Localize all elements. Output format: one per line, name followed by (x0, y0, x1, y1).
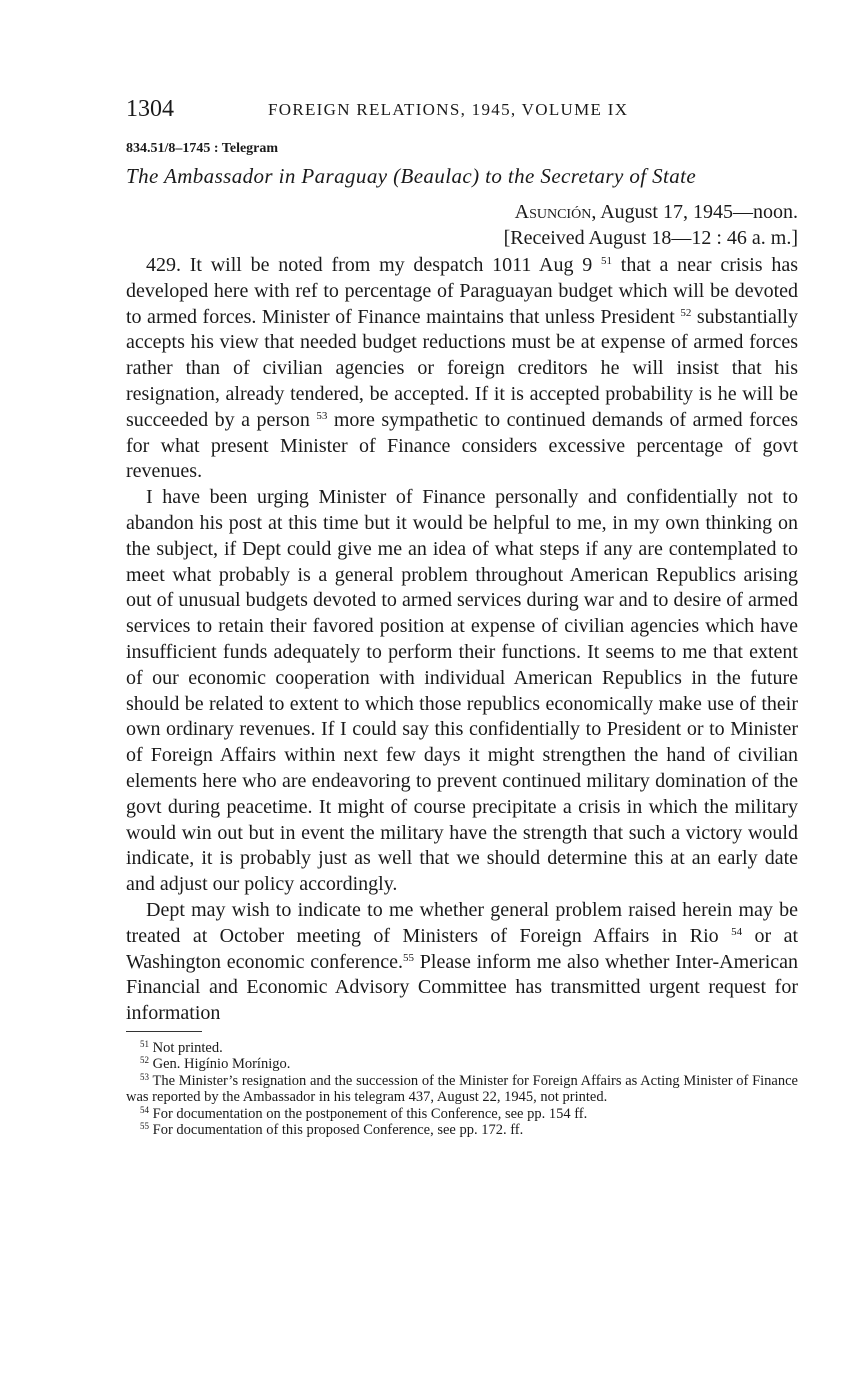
received-line: [Received August 18—12 : 46 a. m.] (503, 227, 798, 249)
footnote-text: For documentation of this proposed Conference, see pp. 172. ff. (149, 1122, 524, 1139)
footnote-number: 52 (140, 1055, 149, 1066)
footnote-marker: 55 (403, 951, 415, 964)
footnote-number: 54 (140, 1104, 149, 1115)
paragraph-text: Dept may wish to indicate to me whether general problem raised herein may be treated at October meeting of Ministers of Foreign Affairs in Rio (126, 898, 798, 947)
place-date (126, 199, 798, 225)
footnote-text: Gen. Higínio Morínigo. (149, 1056, 291, 1073)
page-number: 1304 (126, 96, 174, 122)
footnote-marker: 53 (316, 409, 328, 422)
document-title: The Ambassador in Paraguay (Beaulac) to the Secretary of State (126, 164, 697, 188)
paragraph-text: Please inform me also whether Inter-American Financial and Economic Advisory Committee has transmitted urgent request for information (126, 950, 799, 1025)
footnote-text: The Minister’s resignation and the succession of the Minister for Foreign Affairs as Acting Minister of Finance was reported by the Ambassador in his telegram 437, August 22, 1945, not printed. (126, 1072, 798, 1106)
footnote-number: 55 (140, 1121, 149, 1132)
telegram-body (126, 253, 798, 1027)
place-name: Asunción (514, 201, 592, 223)
footnote-divider (126, 1031, 202, 1032)
paragraph-text: that a near crisis has developed here with ref to percentage of Paraguayan budget which will be devoted to armed forces. Minister of Finance maintains that unless President (126, 254, 798, 328)
paragraph-text: I have been urging Minister of Finance personally and confidentially not to abandon his post at this time but it would be helpful to me, in my own thinking on the subject, if Dept could give me an idea of what steps if any are contemplated to meet what probably is a general problem throughout American Republics arising out of unusual budgets devoted to armed services during war and to desire of armed services to retain their favored position at expense of civilian agencies which have insufficient funds adequately to perform their functions. It seems to me that extent of our economic cooperation with individual American Republics in the future should be related to extent to which those republics economically make use of their own ordinary revenues. If I could say this confidentially to President or to Minister of Foreign Affairs within next few days it might strengthen the hand of civilian elements here who are endeavoring to prevent continued military domination of the govt during peacetime. It might of course precipitate a crisis in which the military would win out but in event the military have the strength that such a victory would indicate, it is probably just as well that we should determine this at an early date and adjust our policy accordingly. (126, 486, 798, 896)
footnote-marker: 51 (601, 255, 613, 267)
body-paragraph (126, 898, 798, 1027)
footnote (126, 1106, 798, 1123)
footnote (126, 1073, 798, 1106)
footnote-marker: 52 (680, 306, 692, 319)
footnote (126, 1040, 798, 1057)
footnote-text: Not printed. (149, 1039, 223, 1056)
body-paragraph (126, 485, 798, 898)
footnotes (126, 1040, 798, 1139)
paragraph-text: 429. It will be noted from my despatch 1011 Aug 9 (146, 254, 602, 276)
footnote-number: 51 (140, 1038, 149, 1049)
date-text: , August 17, 1945—noon. (591, 201, 798, 223)
footnote-text: For documentation on the postponement of this Conference, see pp. 154 ff. (149, 1105, 588, 1122)
footnote (126, 1122, 798, 1139)
dateline (126, 199, 798, 251)
footnote (126, 1056, 798, 1073)
body-paragraph (126, 253, 798, 485)
footnote-number: 53 (140, 1071, 149, 1082)
document-page (126, 96, 798, 1139)
footnote-marker: 54 (731, 925, 743, 938)
file-reference: 834.51/8–1745 : Telegram (126, 141, 279, 156)
paragraph-text: more sympathetic to continued demands of armed forces for what present Minister of Finance considers excessive percentage of govt revenues. (126, 408, 798, 483)
running-title: FOREIGN RELATIONS, 1945, VOLUME IX (268, 100, 629, 119)
paragraph-text: substantially accepts his view that needed budget reductions must be at expense of armed forces rather than of civilian agencies or foreign creditors he will insist that his resignation, already tendered, be accepted. If it is accepted probability is he will be succeeded by a person (126, 305, 798, 431)
running-head (126, 96, 798, 126)
paragraph-text: or at Washington economic conference. (126, 924, 799, 973)
